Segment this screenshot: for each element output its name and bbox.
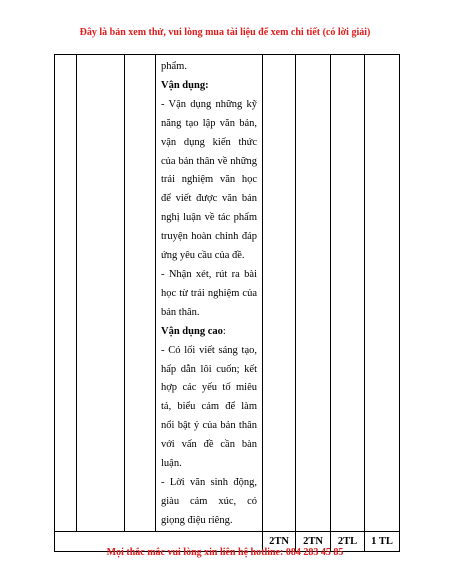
high-apply-colon: : [222, 325, 226, 337]
preview-banner: Đây là bản xem thử, vui lòng mua tài liệu để xem chi tiết (có lời giải) [79, 27, 371, 38]
matrix-table [54, 54, 400, 552]
total-cell: 2TN [263, 531, 296, 551]
table-row [55, 55, 400, 532]
table-cell [296, 55, 331, 532]
total-cell: 2TL [331, 531, 365, 551]
high-apply-heading [161, 323, 257, 342]
table-cell [331, 55, 365, 532]
high-apply-item: - Lời văn sinh động, giàu cảm xúc, có giọng điệu riêng. [161, 476, 257, 526]
apply-item: - Vận dụng những kỹ năng tạo lập văn bản, vận dụng kiến thức của bản thân về những trải nghiệm văn học để viết được văn bản nghị luận về tác phẩm truyện hoàn chỉnh đáp ứng yêu cầu của đề. [161, 98, 257, 262]
table-cell [263, 55, 296, 532]
apply-heading: Vận dụng: [161, 79, 209, 91]
total-cell: 1 TL [365, 531, 400, 551]
intro-text: phẩm. [161, 61, 187, 72]
apply-item: - Nhận xét, rút ra bài học từ trải nghiệm của bản thân. [161, 268, 257, 318]
high-apply-item: - Có lối viết sáng tạo, hấp dẫn lôi cuốn; kết hợp các yếu tố miêu tả, biểu cảm để làm nổi bật ý của bản thân với vấn đề cần bàn luận. [161, 344, 257, 470]
total-cell: 2TN [296, 531, 331, 551]
requirements-cell [156, 55, 263, 532]
hotline-banner: Mọi thắc mắc vui lòng xin liên hệ hotline: 084 283 45 85 [106, 547, 344, 558]
table-cell [77, 55, 125, 532]
table-cell [125, 55, 156, 532]
requirements-text [156, 55, 262, 531]
high-apply-label: Vận dụng cao [161, 325, 223, 337]
table-cell [55, 55, 77, 532]
table-cell [365, 55, 400, 532]
